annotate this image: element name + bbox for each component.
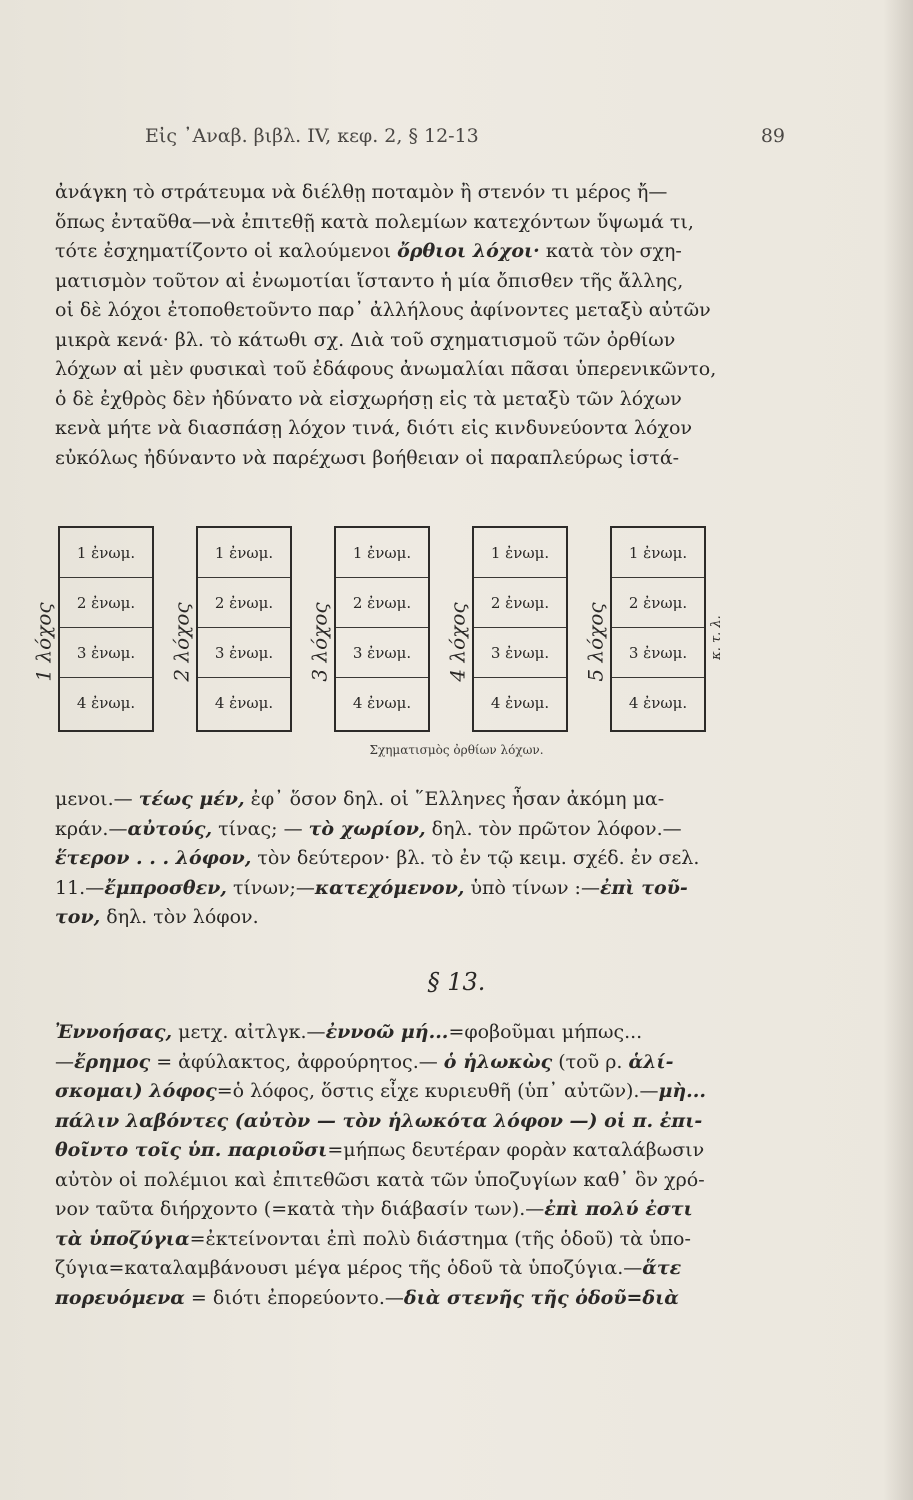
- term: ἕτερον . . . λόφον,: [55, 847, 252, 869]
- text-fragment: (τοῦ ρ.: [552, 1050, 629, 1073]
- text-line: [55, 1048, 745, 1078]
- enomotia-cell: 4 ἐνωμ.: [352, 693, 412, 712]
- term: τὰ ὑποζύγια: [55, 1227, 190, 1250]
- text-fragment: κράν.—: [55, 817, 128, 840]
- lochos-1: [30, 522, 155, 732]
- text-line: [55, 844, 745, 874]
- text-line: [55, 1107, 745, 1137]
- term: κατεχόμενον,: [314, 876, 465, 899]
- lochos-label: [444, 577, 472, 707]
- enomotia-cell: 3 ἐνωμ.: [474, 628, 566, 678]
- text-fragment: ἐφ᾽ ὅσον δηλ. οἱ ῞Ελληνες ἦσαν ἀκόμη μα-: [244, 788, 665, 810]
- lochos-label-text: 1 λόχος: [32, 602, 57, 682]
- text-line: [55, 1195, 745, 1225]
- term: ἔρημος: [74, 1050, 151, 1073]
- term: ἅτε: [642, 1257, 682, 1279]
- enomotia-cell: 2 ἐνωμ.: [198, 578, 290, 628]
- text-fragment: = ἀφύλακτος, ἀφρούρητος.—: [150, 1050, 444, 1073]
- paragraph-2: [55, 785, 745, 933]
- text-fragment: τίνας; —: [212, 817, 309, 840]
- text-fragment: μετχ. αἰτλγκ.—: [172, 1021, 326, 1043]
- enomotia-cell: 4 ἐνωμ.: [490, 693, 550, 712]
- enomotia-cell: 1 ἐνωμ.: [198, 528, 290, 578]
- term: ἔμπροσθεν,: [104, 876, 227, 899]
- lochos-box: [472, 526, 568, 732]
- enomotia-cell: 2 ἐνωμ.: [474, 578, 566, 628]
- text-line: μικρὰ κενά· βλ. τὸ κάτωθι σχ. Διὰ τοῦ σχηματισμοῦ τῶν ὀρθίων: [55, 328, 676, 351]
- enomotia-cell: 2 ἐνωμ.: [336, 578, 428, 628]
- lochos-box: [58, 526, 154, 732]
- text-line: ματισμὸν τοῦτον αἱ ἐνωμοτίαι ἵσταντο ἡ μία ὄπισθεν τῆς ἄλλης,: [55, 269, 684, 292]
- diagram-caption: Σχηματισμὸς ὀρθίων λόχων.: [369, 743, 544, 757]
- lochos-4: [444, 522, 569, 732]
- lochos-label: [30, 577, 58, 707]
- text-line: ὅπως ἐνταῦθα—νὰ ἐπιτεθῇ κατὰ πολεμίων κατεχόντων ὕψωμά τι,: [55, 210, 694, 233]
- paragraph-3: [55, 1018, 745, 1313]
- lochos-box: [196, 526, 292, 732]
- enomotia-cell: 1 ἐνωμ.: [60, 528, 152, 578]
- text-line: [55, 1136, 745, 1166]
- etc-text: κ. τ. λ.: [708, 614, 724, 660]
- enomotia-cell: 3 ἐνωμ.: [60, 628, 152, 678]
- term: θοῖντο τοῖς ὑπ. παριοῦσι: [55, 1139, 328, 1161]
- lochos-3: [306, 522, 431, 732]
- lochos-label: [582, 577, 610, 707]
- term: σκομαι) λόφος: [55, 1080, 217, 1102]
- text-line: [55, 1077, 745, 1107]
- enomotia-cell: 2 ἐνωμ.: [60, 578, 152, 628]
- text-fragment: τίνων;—: [226, 876, 315, 899]
- text-fragment: ζύγια=καταλαμβάνουσι μέγα μέρος τῆς ὁδοῦ τὰ ὑποζύγια.—: [55, 1257, 643, 1279]
- text-fragment: κατὰ τὸν σχη-: [539, 240, 682, 262]
- paragraph-1: [55, 178, 745, 473]
- text-line: αὐτὸν οἱ πολέμιοι καὶ ἐπιτεθῶσι κατὰ τῶν ὑποζυγίων καθ᾽ ὃν χρό-: [55, 1168, 705, 1191]
- text-fragment: νον ταῦτα διήρχοντο (=κατὰ τὴν διάβασίν των).—: [55, 1198, 545, 1220]
- term: τέως μέν,: [138, 788, 245, 810]
- lochos-label-text: 5 λόχος: [584, 602, 609, 682]
- text-line: οἱ δὲ λόχοι ἐτοποθετοῦντο παρ᾽ ἀλλήλους ἀφίνοντες μεταξὺ αὐτῶν: [55, 299, 711, 321]
- lochos-label: [168, 577, 196, 707]
- lochos-2: [168, 522, 293, 732]
- term: τὸ χωρίον,: [308, 817, 426, 840]
- text-fragment: 11.—: [55, 876, 105, 899]
- text-fragment: =ὁ λόφος, ὅστις εἶχε κυριευθῆ (ὑπ᾽ αὐτῶν).—: [216, 1080, 659, 1102]
- lochos-label-text: 3 λόχος: [308, 602, 333, 682]
- enomotia-cell: 4 ἐνωμ.: [214, 693, 274, 712]
- text-fragment: =ἐκτείνονται ἐπὶ πολὺ διάστημα (τῆς ὁδοῦ) τὰ ὑπο-: [189, 1227, 691, 1250]
- term: τον,: [55, 906, 101, 928]
- term: πορευόμενα: [55, 1286, 185, 1309]
- lochos-box: [334, 526, 430, 732]
- text-fragment: δηλ. τὸν λόφον.: [100, 906, 259, 928]
- text-fragment: =φοβοῦμαι μήπως...: [448, 1021, 643, 1043]
- enomotia-cell: 3 ἐνωμ.: [612, 628, 704, 678]
- text-line: ἀνάγκη τὸ στράτευμα νὰ διέλθῃ ποταμὸν ἢ στενόν τι μέρος ἤ—: [55, 181, 668, 203]
- text-line: λόχων αἱ μὲν φυσικαὶ τοῦ ἐδάφους ἀνωμαλίαι πᾶσαι ὑπερενικῶντο,: [55, 358, 717, 380]
- section-heading: § 13.: [427, 968, 486, 996]
- text-line: [55, 1018, 745, 1048]
- lochos-5: [582, 522, 707, 732]
- enomotia-cell: 1 ἐνωμ.: [474, 528, 566, 578]
- enomotia-cell: 2 ἐνωμ.: [612, 578, 704, 628]
- text-line: εὐκόλως ἠδύναντο νὰ παρέχωσι βοήθειαν οἱ παραπλεύρως ἱστά-: [55, 446, 680, 469]
- text-fragment: τὸν δεύτερον· βλ. τὸ ἐν τῷ κειμ. σχέδ. ἐν σελ.: [251, 847, 700, 869]
- formation-diagram: [30, 522, 730, 762]
- text-line: [55, 874, 745, 904]
- text-line: [55, 785, 745, 815]
- text-line: [55, 1254, 745, 1284]
- term-orthioi-lochoi: ὄρθιοι λόχοι·: [397, 240, 540, 262]
- enomotia-cell: 3 ἐνωμ.: [336, 628, 428, 678]
- lochos-label-text: 4 λόχος: [446, 602, 471, 682]
- running-title: Εἰς ᾿Αναβ. βιβλ. IV, κεφ. 2, § 12-13: [145, 125, 479, 147]
- term: μὴ...: [658, 1080, 707, 1102]
- text-fragment: μενοι.—: [55, 788, 139, 810]
- text-line: [55, 1284, 745, 1314]
- page-number: 89: [760, 125, 785, 147]
- text-line: κενὰ μήτε νὰ διασπάσῃ λόχον τινά, διότι εἰς κινδυνεύοντα λόχον: [55, 417, 692, 439]
- text-fragment: =μήπως δευτέραν φορὰν καταλάβωσιν: [327, 1139, 705, 1161]
- text-line: [55, 1225, 745, 1255]
- text-line: [55, 903, 745, 933]
- enomotia-cell: 4 ἐνωμ.: [628, 693, 688, 712]
- term: αὐτούς,: [127, 817, 213, 840]
- text-fragment: —: [55, 1050, 74, 1073]
- term: ἐπὶ πολύ ἐστι: [544, 1198, 693, 1220]
- term: ἁλί-: [628, 1050, 674, 1073]
- text-fragment: τότε ἐσχηματίζοντο οἱ καλούμενοι: [55, 240, 398, 262]
- term: διὰ στενῆς τῆς ὁδοῦ=διὰ: [403, 1286, 679, 1309]
- lochos-box: [610, 526, 706, 732]
- lochos-label: [306, 577, 334, 707]
- enomotia-cell: 3 ἐνωμ.: [198, 628, 290, 678]
- etc-label: [705, 592, 727, 682]
- text-line: [55, 237, 745, 267]
- page-header: [145, 125, 785, 155]
- enomotia-cell: 4 ἐνωμ.: [76, 693, 136, 712]
- lochos-label-text: 2 λόχος: [170, 602, 195, 682]
- text-fragment: δηλ. τὸν πρῶτον λόφον.—: [425, 817, 682, 840]
- term: ὁ ἡλωκὼς: [443, 1050, 553, 1073]
- text-fragment: = διότι ἐπορεύοντο.—: [184, 1286, 404, 1309]
- enomotia-cell: 1 ἐνωμ.: [336, 528, 428, 578]
- term: πάλιν λαβόντες (αὐτὸν — τὸν ἡλωκότα λόφον —) οἱ π. ἐπι-: [55, 1109, 703, 1132]
- text-fragment: ὑπὸ τίνων :—: [464, 876, 600, 899]
- text-line: ὁ δὲ ἐχθρὸς δὲν ἠδύνατο νὰ εἰσχωρήσῃ εἰς τὰ μεταξὺ τῶν λόχων: [55, 387, 682, 410]
- text-line: [55, 815, 745, 845]
- term: ἐννοῶ μή...: [325, 1021, 449, 1043]
- term: ἐπὶ τοῦ-: [599, 876, 688, 899]
- enomotia-cell: 1 ἐνωμ.: [612, 528, 704, 578]
- term: Ἐννοήσας,: [55, 1021, 173, 1043]
